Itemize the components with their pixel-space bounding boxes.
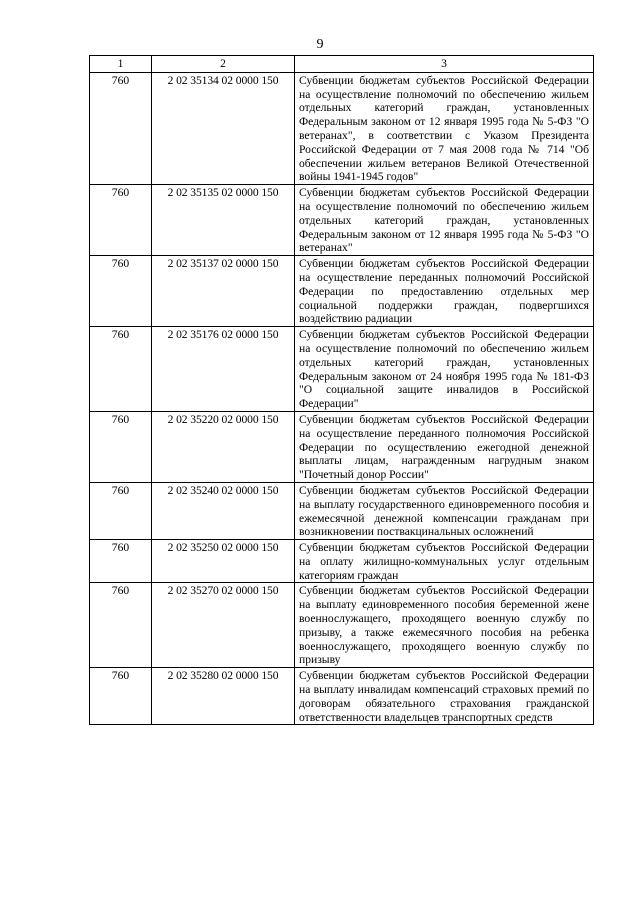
budget-codes-table — [89, 55, 594, 725]
admin-code-cell: 760 — [90, 256, 152, 327]
income-description-cell: Субвенции бюджетам субъектов Российской Федерации на осуществление переданного полномочия Российской Федерации по осуществлению ежегодной денежной выплаты лицам, награжденным нагрудным знаком "Почетный донор России" — [295, 411, 594, 482]
income-description-cell: Субвенции бюджетам субъектов Российской Федерации на выплату инвалидам компенсаций страховых премий по договорам обязательного страхования гражданской ответственности владельцев транспортных средств — [295, 668, 594, 725]
income-description-cell: Субвенции бюджетам субъектов Российской Федерации на осуществление полномочий по обеспечению жильем отдельных категорий граждан, установленных Федеральным законом от 24 ноября 1995 года № 181-ФЗ "О социальной защите инвалидов в Российской Федерации" — [295, 327, 594, 412]
admin-code-cell: 760 — [90, 72, 152, 184]
budget-class-code-cell: 2 02 35137 02 0000 150 — [152, 256, 295, 327]
table-row — [90, 482, 594, 539]
table-row — [90, 411, 594, 482]
income-description-cell: Субвенции бюджетам субъектов Российской Федерации на выплату государственного единовременного пособия и ежемесячной денежной компенсации гражданам при возникновении поствакцинальных осложнений — [295, 482, 594, 539]
admin-code-cell: 760 — [90, 540, 152, 583]
income-description-cell: Субвенции бюджетам субъектов Российской Федерации на выплату единовременного пособия беременной жене военнослужащего, проходящего военную службу по призыву, а также ежемесячного пособия на ребенка военнослужащего, проходящего военную службу по призыву — [295, 583, 594, 668]
column-header-3: 3 — [295, 56, 594, 73]
table-row — [90, 327, 594, 412]
table-row — [90, 540, 594, 583]
admin-code-cell: 760 — [90, 327, 152, 412]
table-row — [90, 256, 594, 327]
admin-code-cell: 760 — [90, 482, 152, 539]
table-row — [90, 72, 594, 184]
table-row — [90, 185, 594, 256]
admin-code-cell: 760 — [90, 583, 152, 668]
budget-class-code-cell: 2 02 35134 02 0000 150 — [152, 72, 295, 184]
table-row — [90, 583, 594, 668]
income-description-cell: Субвенции бюджетам субъектов Российской Федерации на осуществление переданных полномочий Российской Федерации по предоставлению отдельных мер социальной поддержки граждан, подвергшихся воздействию радиации — [295, 256, 594, 327]
budget-class-code-cell: 2 02 35250 02 0000 150 — [152, 540, 295, 583]
table-row — [90, 668, 594, 725]
budget-class-code-cell: 2 02 35280 02 0000 150 — [152, 668, 295, 725]
admin-code-cell: 760 — [90, 668, 152, 725]
budget-class-code-cell: 2 02 35220 02 0000 150 — [152, 411, 295, 482]
budget-class-code-cell: 2 02 35176 02 0000 150 — [152, 327, 295, 412]
income-description-cell: Субвенции бюджетам субъектов Российской Федерации на осуществление полномочий по обеспечению жильем отдельных категорий граждан, установленных Федеральным законом от 12 января 1995 года № 5-ФЗ "О ветеранах", в соответствии с Указом Президента Российской Федерации от 7 мая 2008 года № 714 "Об обеспечении жильем ветеранов Великой Отечественной войны 1941-1945 годов" — [295, 72, 594, 184]
page-number: 9 — [316, 37, 324, 52]
income-description-cell: Субвенции бюджетам субъектов Российской Федерации на осуществление полномочий по обеспечению жильем отдельных категорий граждан, установленных Федеральным законом от 12 января 1995 года № 5-ФЗ "О ветеранах" — [295, 185, 594, 256]
budget-class-code-cell: 2 02 35270 02 0000 150 — [152, 583, 295, 668]
column-header-1: 1 — [90, 56, 152, 73]
budget-class-code-cell: 2 02 35135 02 0000 150 — [152, 185, 295, 256]
income-description-cell: Субвенции бюджетам субъектов Российской Федерации на оплату жилищно-коммунальных услуг отдельным категориям граждан — [295, 540, 594, 583]
budget-class-code-cell: 2 02 35240 02 0000 150 — [152, 482, 295, 539]
admin-code-cell: 760 — [90, 411, 152, 482]
table-header-row — [90, 56, 594, 73]
admin-code-cell: 760 — [90, 185, 152, 256]
column-header-2: 2 — [152, 56, 295, 73]
